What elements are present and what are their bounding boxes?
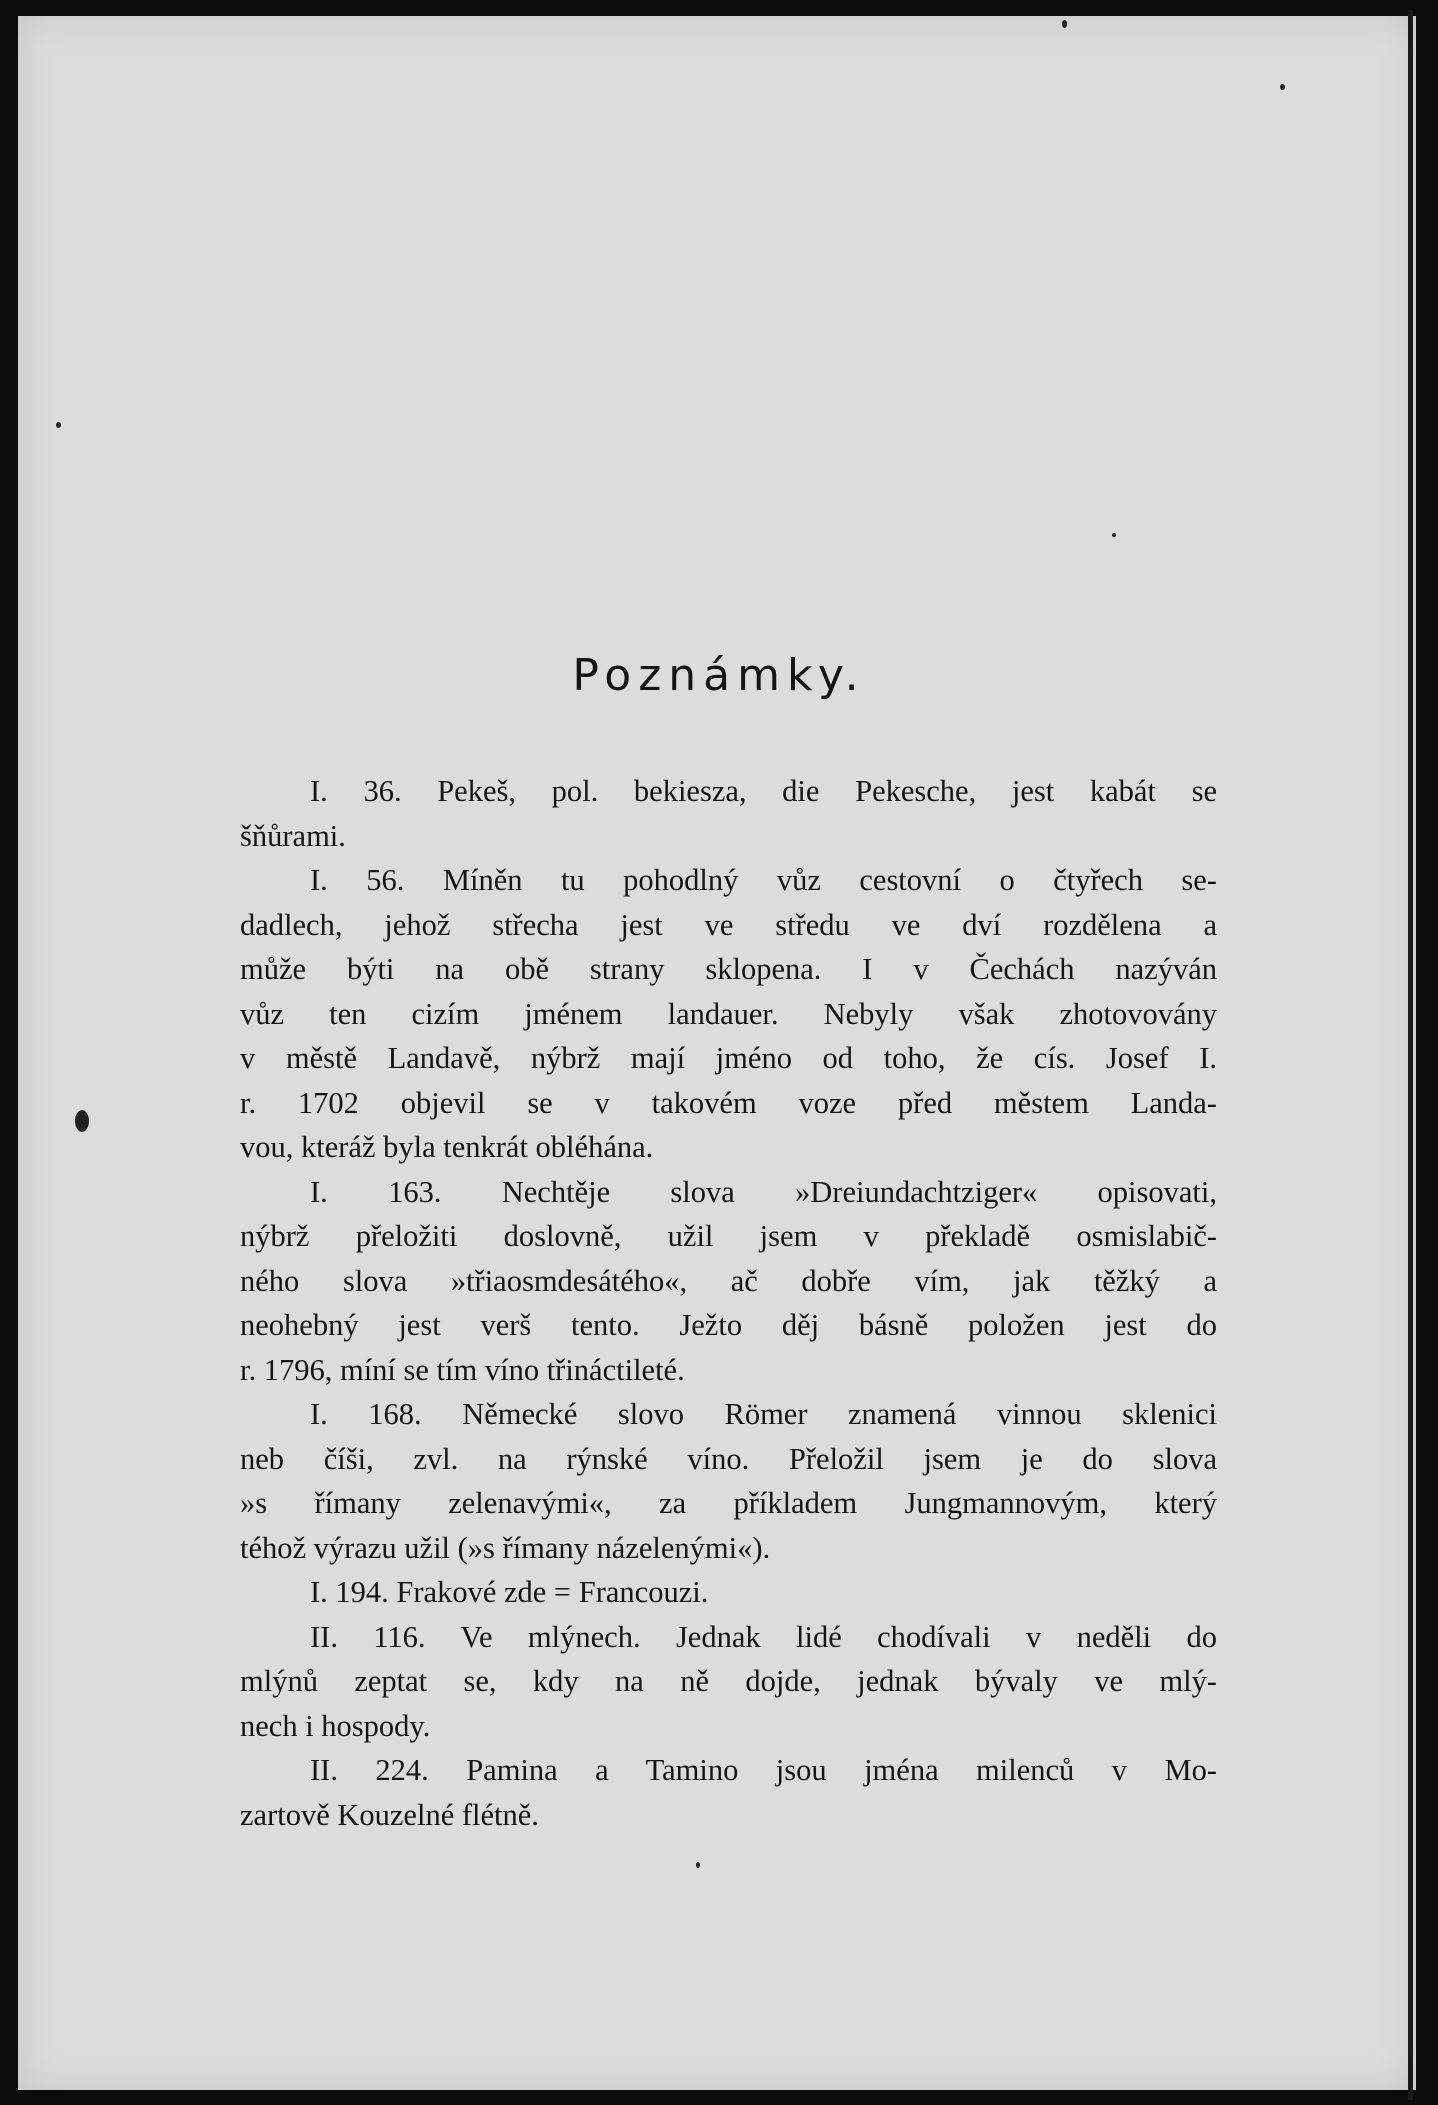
note-line: I. 163. Nechtěje slova »Dreiundachtziger« opisovati,	[310, 1174, 1217, 1209]
note-line: r. 1796, míní se tím víno třináctileté.	[240, 1352, 685, 1387]
ink-speck	[696, 1862, 700, 1868]
note-line: r. 1702 objevil se v takovém voze před městem Landa-	[240, 1085, 1217, 1120]
ink-speck	[1112, 533, 1116, 537]
note-line: neohebný jest verš tento. Ježto děj básně položen jest do	[240, 1308, 1217, 1342]
note-line: neb číši, zvl. na rýnské víno. Přeložil jsem je do slova	[240, 1441, 1217, 1476]
ink-speck	[1062, 20, 1067, 28]
note-line: I. 56. Míněn tu pohodlný vůz cestovní o čtyřech se-	[310, 863, 1217, 897]
note-line: »s římany zelenavými«, za příkladem Jungmannovým, který	[240, 1486, 1217, 1520]
note-line: mlýnů zeptat se, kdy na ně dojde, jednak bývaly ve mlý-	[240, 1664, 1217, 1698]
note-line: vou, kteráž byla tenkrát obléhána.	[240, 1130, 654, 1164]
note-line: dadlech, jehož střecha jest ve středu ve dví rozdělena a	[240, 907, 1217, 942]
note-line: I. 194. Frakové zde = Francouzi.	[310, 1575, 709, 1609]
notes-body	[240, 769, 1217, 1837]
page-title: Poznámky.	[572, 650, 866, 701]
note-line: šňůrami.	[240, 818, 346, 853]
note-line: I. 168. Německé slovo Römer znamená vinnou sklenici	[310, 1397, 1217, 1431]
note-line: ného slova »třiaosmdesátého«, ač dobře vím, jak těžký a	[240, 1263, 1217, 1298]
note-line: nýbrž přeložiti doslovně, užil jsem v překladě osmislabič-	[240, 1219, 1217, 1253]
ink-speck	[1280, 84, 1285, 90]
note-line: vůz ten cizím jménem landauer. Nebyly však zhotovovány	[240, 996, 1217, 1031]
note-line: nech i hospody.	[240, 1708, 431, 1743]
note-line: téhož výrazu užil (»s římany názelenými«).	[240, 1530, 771, 1565]
page-edge	[1408, 10, 1413, 2100]
note-line: může býti na obě strany sklopena. I v Čechách nazýván	[240, 952, 1217, 986]
note-line: I. 36. Pekeš, pol. bekiesza, die Pekesche, jest kabát se	[310, 774, 1217, 808]
note-line: II. 116. Ve mlýnech. Jednak lidé chodívali v neděli do	[310, 1619, 1217, 1654]
note-line: zartově Kouzelné flétně.	[240, 1797, 539, 1832]
note-line: II. 224. Pamina a Tamino jsou jména milenců v Mo-	[310, 1753, 1217, 1787]
ink-speck	[56, 422, 61, 428]
note-line: v městě Landavě, nýbrž mají jméno od toho, že cís. Josef I.	[240, 1041, 1217, 1075]
ink-speck	[75, 1110, 89, 1132]
